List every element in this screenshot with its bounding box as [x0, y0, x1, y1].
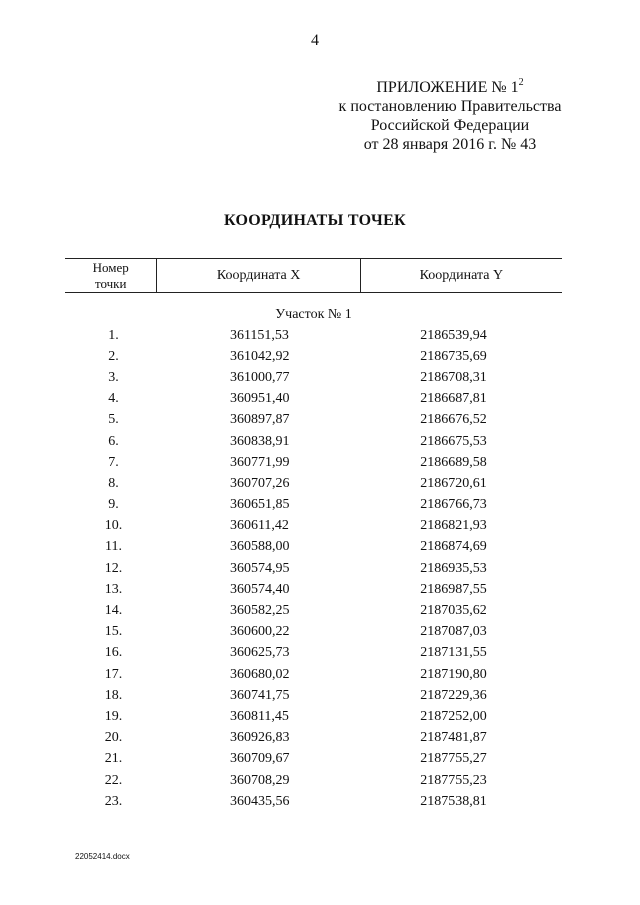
point-number-cell: 15.	[104, 624, 123, 640]
point-number-cell: 10.	[104, 518, 123, 534]
point-number-cell: 8.	[108, 475, 119, 491]
point-number-cell: 3.	[108, 369, 119, 385]
coordinate-y-cell: 2186766,73	[420, 497, 487, 513]
table-row	[65, 791, 562, 812]
coordinate-y-cell: 2186720,61	[420, 475, 487, 491]
coordinate-x-cell: 360600,22	[229, 624, 290, 640]
coordinate-y-cell: 2187087,03	[420, 624, 487, 640]
coordinate-y-cell: 2187538,81	[420, 793, 487, 809]
point-number-cell: 19.	[104, 708, 123, 724]
table-row	[65, 325, 562, 346]
coordinate-x-cell: 360771,99	[229, 454, 290, 470]
table-row	[65, 346, 562, 367]
coordinate-x-cell: 360651,85	[229, 497, 290, 513]
coordinate-y-cell: 2187190,80	[420, 666, 487, 682]
table-row	[65, 473, 562, 494]
table-row	[65, 452, 562, 473]
table-row	[65, 367, 562, 388]
coordinate-y-cell: 2186676,52	[420, 412, 487, 428]
coordinate-y-cell: 2186687,81	[420, 391, 487, 407]
coordinate-y-cell: 2186821,93	[420, 518, 487, 534]
table-row	[65, 579, 562, 600]
coordinate-x-cell: 360951,40	[229, 391, 290, 407]
table-row	[65, 622, 562, 643]
table-row	[65, 495, 562, 516]
coordinate-x-cell: 360588,00	[229, 539, 290, 555]
coordinate-x-cell: 360574,95	[229, 560, 290, 576]
appendix-superscript: 2	[518, 77, 524, 88]
header-coordinate-y: Координата Y	[360, 259, 562, 293]
table-row	[65, 431, 562, 452]
point-number-cell: 5.	[108, 412, 119, 428]
appendix-title-text: ПРИЛОЖЕНИЕ № 1	[376, 79, 519, 96]
point-number-cell: 20.	[104, 730, 123, 746]
header-point-line2: точки	[94, 275, 127, 291]
point-number-cell: 13.	[104, 581, 123, 597]
point-number-cell: 4.	[108, 391, 119, 407]
point-number-cell: 2.	[108, 348, 119, 364]
coordinate-y-cell: 2187131,55	[420, 645, 487, 661]
page-number: 4	[311, 32, 319, 49]
coordinate-x-cell: 360680,02	[229, 666, 290, 682]
table-row	[65, 558, 562, 579]
table-row	[65, 664, 562, 685]
coordinate-x-cell: 361042,92	[229, 348, 290, 364]
coordinate-x-cell: 360709,67	[229, 751, 290, 767]
point-number-cell: 22.	[104, 772, 123, 788]
coordinate-x-cell: 360582,25	[229, 603, 290, 619]
point-number-cell: 18.	[104, 687, 123, 703]
point-number-cell: 7.	[108, 454, 119, 470]
coordinate-y-cell: 2186735,69	[420, 348, 487, 364]
coordinate-x-cell: 360926,83	[229, 730, 290, 746]
table-row	[65, 389, 562, 410]
table-row	[65, 600, 562, 621]
point-number-cell: 21.	[104, 751, 123, 767]
table-row	[65, 643, 562, 664]
coordinate-x-cell: 360625,73	[229, 645, 290, 661]
footer-file-code: 22052414.docx	[75, 852, 130, 861]
coordinate-x-cell: 360838,91	[229, 433, 290, 449]
coordinate-y-cell: 2187755,27	[420, 751, 487, 767]
coordinate-x-cell: 361000,77	[229, 369, 290, 385]
appendix-line-resolution: к постановлению Правительства	[338, 98, 562, 115]
header-coordinate-x: Координата X	[157, 259, 360, 293]
coordinate-y-cell: 2187481,87	[420, 730, 487, 746]
coordinate-x-cell: 361151,53	[229, 327, 289, 343]
table-row	[65, 728, 562, 749]
point-number-cell: 14.	[104, 603, 123, 619]
point-number-cell: 23.	[104, 793, 123, 809]
point-number-cell: 6.	[108, 433, 119, 449]
coordinate-x-cell: 360707,26	[229, 475, 290, 491]
coordinate-y-cell: 2186708,31	[420, 369, 487, 385]
coordinate-y-cell: 2186935,53	[420, 560, 487, 576]
table-header-row	[65, 259, 562, 293]
table-row	[65, 410, 562, 431]
coordinate-x-cell: 360574,40	[229, 581, 290, 597]
coordinate-y-cell: 2186987,55	[420, 581, 487, 597]
appendix-line-date: от 28 января 2016 г. № 43	[363, 136, 537, 153]
point-number-cell: 17.	[104, 666, 123, 682]
point-number-cell: 9.	[108, 497, 119, 513]
section-title: Участок № 1	[275, 307, 352, 322]
table-row	[65, 706, 562, 727]
coordinates-table	[65, 258, 562, 812]
table-row	[65, 537, 562, 558]
coordinate-x-cell: 360435,56	[229, 793, 290, 809]
table-row	[65, 516, 562, 537]
point-number-cell: 1.	[108, 327, 119, 343]
coordinate-y-cell: 2186675,53	[420, 433, 487, 449]
table-row	[65, 685, 562, 706]
coordinate-y-cell: 2187229,36	[420, 687, 487, 703]
coordinate-y-cell: 2187035,62	[420, 603, 487, 619]
document-title: КООРДИНАТЫ ТОЧЕК	[224, 212, 406, 229]
coordinate-y-cell: 2186689,58	[420, 454, 487, 470]
appendix-title	[330, 78, 570, 97]
coordinate-y-cell: 2187755,23	[420, 772, 487, 788]
coordinate-x-cell: 360741,75	[229, 687, 290, 703]
coordinate-x-cell: 360897,87	[229, 412, 290, 428]
table-row	[65, 770, 562, 791]
header-point-number	[65, 259, 157, 293]
coordinate-y-cell: 2186539,94	[420, 327, 487, 343]
point-number-cell: 11.	[104, 539, 122, 555]
coordinate-x-cell: 360811,45	[229, 708, 289, 724]
coordinate-x-cell: 360611,42	[229, 518, 289, 534]
coordinate-y-cell: 2186874,69	[420, 539, 487, 555]
coordinate-x-cell: 360708,29	[229, 772, 290, 788]
table-row	[65, 749, 562, 770]
coordinate-y-cell: 2187252,00	[420, 708, 487, 724]
section-row	[65, 293, 562, 326]
point-number-cell: 12.	[104, 560, 123, 576]
header-point-line1: Номер	[92, 259, 129, 275]
point-number-cell: 16.	[104, 645, 123, 661]
appendix-block	[330, 78, 570, 154]
appendix-line-federation: Российской Федерации	[370, 117, 530, 134]
